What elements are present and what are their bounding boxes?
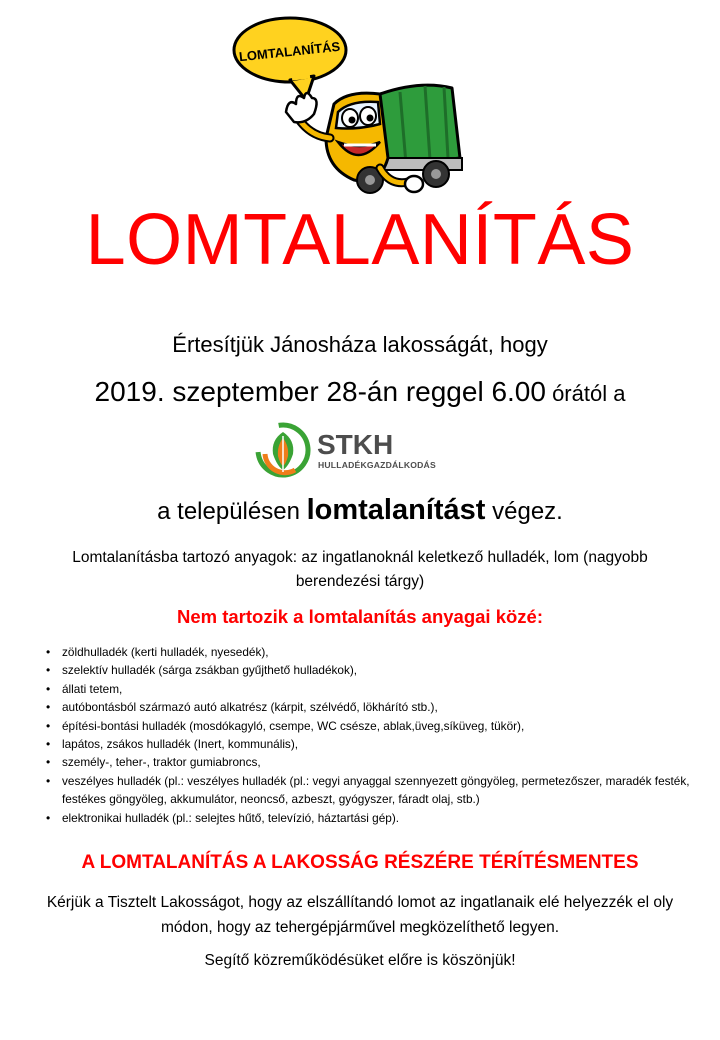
page-title: LOMTALANÍTÁS: [85, 200, 635, 280]
thanks-text: Segítő közreműködésüket előre is köszönjük!: [204, 952, 516, 969]
garbage-truck-mascot-icon: [230, 8, 470, 198]
intro-text: Értesítjük Jánosháza lakosságát, hogy: [172, 332, 548, 357]
service-after: végez.: [485, 498, 563, 525]
date-suffix: órától a: [545, 381, 626, 406]
excluded-list: [48, 643, 698, 827]
list-item: • állati tetem,: [48, 680, 698, 698]
list-item: • zöldhulladék (kerti hulladék, nyesedék),: [48, 643, 698, 661]
speech-bubble: [234, 18, 346, 100]
free-notice: A LOMTALANÍTÁS A LAKOSSÁG RÉSZÉRE TÉRÍTÉSMENTES: [81, 852, 639, 873]
service-bold: lomtalanítást: [306, 494, 486, 526]
stkh-name: STKH: [317, 429, 394, 460]
bubble-text: LOMTALANÍTÁS: [238, 38, 341, 65]
list-item: • veszélyes hulladék (pl.: veszélyes hulladék (pl.: vegyi anyaggal szennyezett göngyöleg, permetezőszer, maradék festék, festékes göngyöleg, akkumulátor, neoncső, azbeszt, gyógyszer, fáradt olaj, stb.): [48, 772, 698, 809]
stkh-tagline: HULLADÉKGAZDÁLKODÁS: [318, 460, 436, 470]
list-item: • építési-bontási hulladék (mosdókagyló, csempe, WC csésze, ablak,üveg,síküveg, tükör),: [48, 717, 698, 735]
list-item: • személy-, teher-, traktor gumiabroncs,: [48, 753, 698, 771]
service-line: [0, 494, 720, 527]
list-item: • autóbontásból származó autó alkatrész (kárpit, szélvédő, lökhárító stb.),: [48, 698, 698, 716]
request-text: Kérjük a Tisztelt Lakosságot, hogy az elszállítandó lomot az ingatlanaik elé helyezzék el oly módon, hogy az tehergépjárművel megközelíthető legyen.: [46, 894, 674, 936]
stkh-logo: [255, 422, 455, 478]
date-line: [0, 376, 720, 408]
list-item: • szelektív hulladék (sárga zsákban gyűjthető hulladékok),: [48, 661, 698, 679]
leaf-recycling-icon: [255, 422, 312, 478]
not-included-heading: Nem tartozik a lomtalanítás anyagai közé:: [176, 606, 543, 627]
materials-text: Lomtalanításba tartozó anyagok: az ingatlanoknál keletkező hulladék, lom (nagyobb berendezési tárgy): [72, 549, 648, 590]
service-before: a településen: [157, 498, 307, 525]
list-item: • lapátos, zsákos hulladék (Inert, kommunális),: [48, 735, 698, 753]
list-item: • elektronikai hulladék (pl.: selejtes hűtő, televízió, háztartási gép).: [48, 809, 698, 827]
date-time: 2019. szeptember 28-án reggel 6.00: [94, 376, 546, 407]
truck: [286, 85, 462, 193]
